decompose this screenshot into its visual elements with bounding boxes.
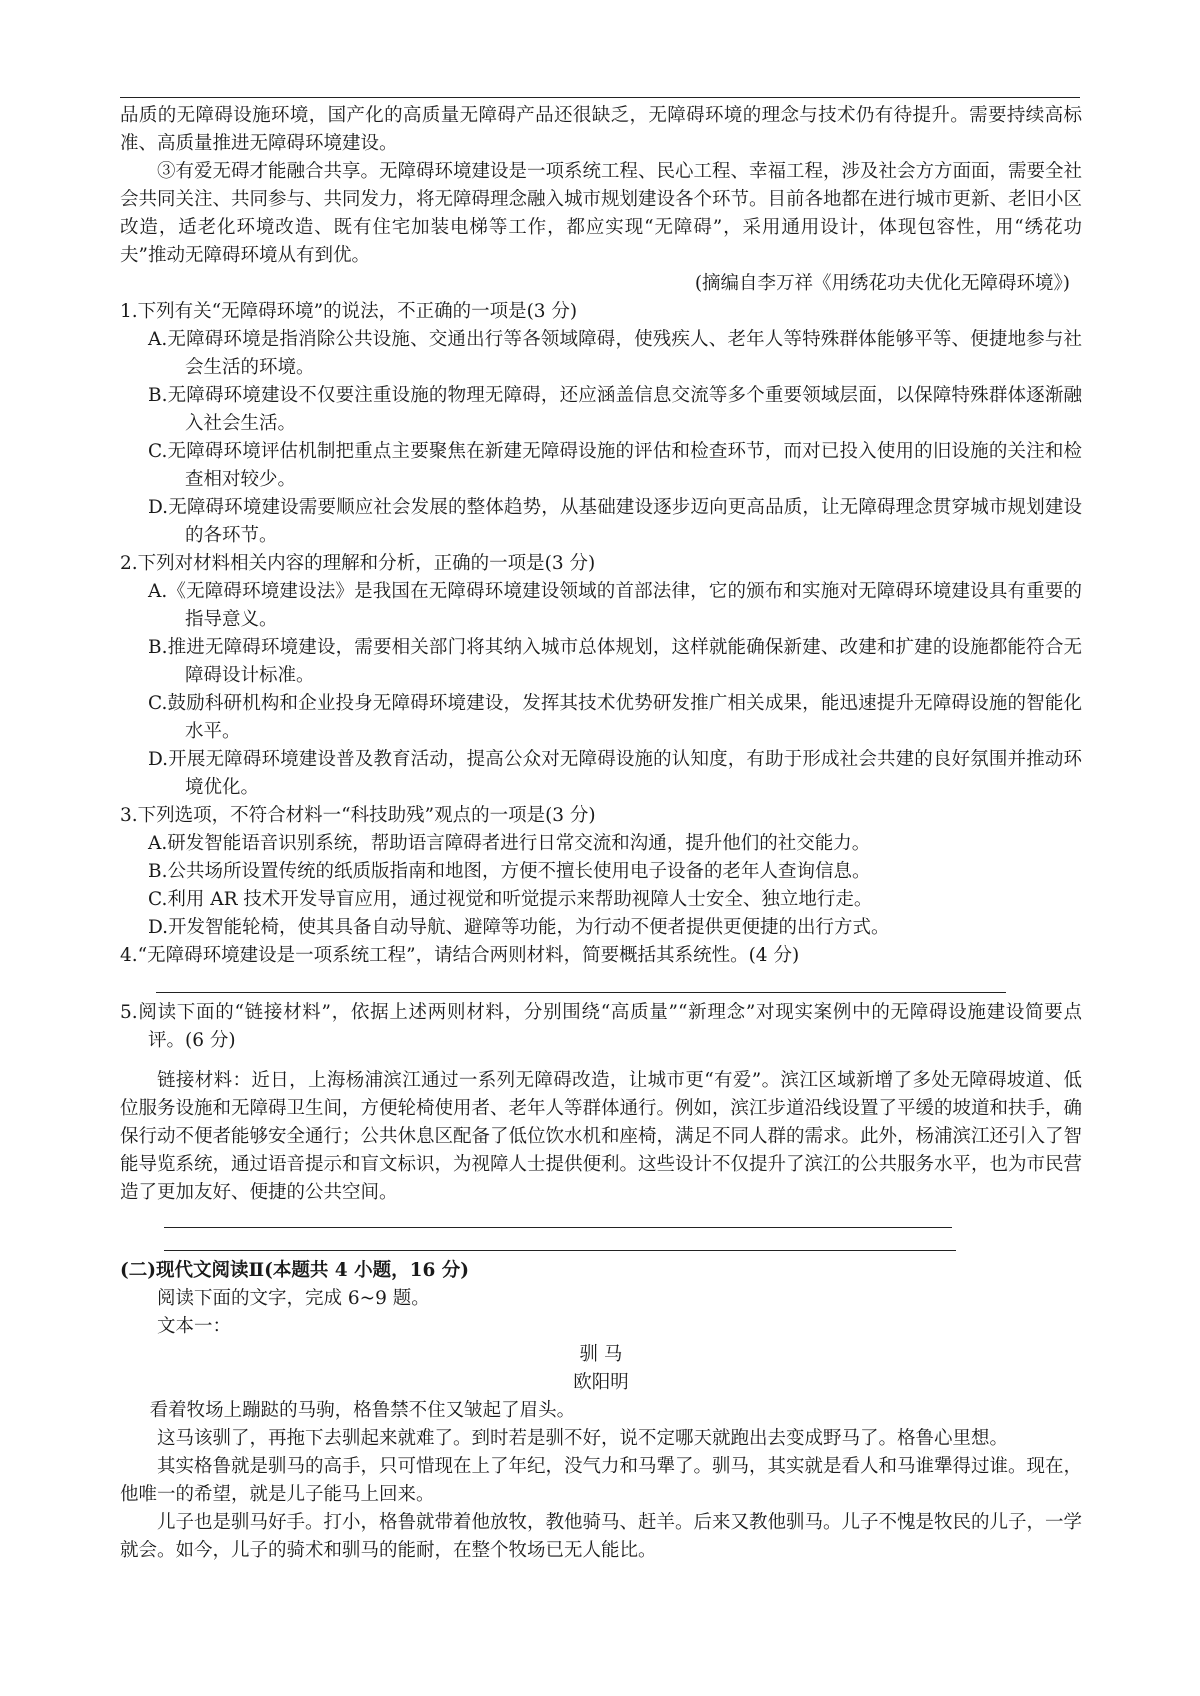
- story-paragraph: 看着牧场上蹦跶的马驹，格鲁禁不住又皱起了眉头。: [149, 1400, 576, 1421]
- passage-source: (摘编自李万祥《用绣花功夫优化无障碍环境》): [694, 273, 1070, 294]
- option-c: C.利用 AR 技术开发导盲应用，通过视觉和听觉提示来帮助视障人士安全、独立地行走。: [148, 889, 873, 910]
- question-4: [120, 942, 1082, 999]
- text-label: 文本一：: [157, 1316, 232, 1337]
- question-1: [120, 298, 1082, 550]
- question-2: [120, 550, 1082, 802]
- story-paragraph: 这马该驯了，再拖下去驯起来就难了。到时若是驯不好，说不定哪天就跑出去变成野马了。格鲁心里想。: [157, 1428, 1009, 1449]
- passage-paragraph-3: ③有爱无碍才能融合共享。无障碍环境建设是一项系统工程、民心工程、幸福工程，涉及社会方方面面，需要全社会共同关注、共同参与、共同发力，将无障碍理念融入城市规划建设各个环节。目前各地都在进行城市更新、老旧小区改造，适老化环境改造、既有住宅加装电梯等工作，都应实现“无障碍”，采用通用设计，体现包容性，用“绣花功夫”推动无障碍环境从有到优。: [120, 161, 1083, 266]
- question-5: [120, 999, 1082, 1257]
- option-c: C.无障碍环境评估机制把重点主要聚焦在新建无障碍设施的评估和检查环节，而对已投入使用的旧设施的关注和检查相对较少。: [148, 441, 1082, 490]
- option-c: C.鼓励科研机构和企业投身无障碍环境建设，发挥其技术优势研发推广相关成果，能迅速提升无障碍设施的智能化水平。: [148, 693, 1082, 742]
- section-title: (二)现代文阅读Ⅱ(本题共 4 小题，16 分): [120, 1260, 470, 1281]
- question-stem: 2.下列对材料相关内容的理解和分析，正确的一项是(3 分): [120, 553, 596, 574]
- question-stem: 3.下列选项，不符合材料一“科技助残”观点的一项是(3 分): [120, 805, 596, 826]
- story-paragraph: 儿子也是驯马好手。打小，格鲁就带着他放牧，教他骑马、赶羊。后来又教他驯马。儿子不愧是牧民的儿子，一学就会。如今，儿子的骑术和驯马的能耐，在整个牧场已无人能比。: [120, 1512, 1083, 1561]
- option-a: A.无障碍环境是指消除公共设施、交通出行等各领域障碍，使残疾人、老年人等特殊群体能够平等、便捷地参与社会生活的环境。: [148, 329, 1082, 378]
- question-stem: 4.“无障碍环境建设是一项系统工程”，请结合两则材料，简要概括其系统性。(4 分): [120, 945, 800, 966]
- question-stem: 1.下列有关“无障碍环境”的说法，不正确的一项是(3 分): [120, 301, 578, 322]
- option-b: B.推进无障碍环境建设，需要相关部门将其纳入城市总体规划，这样就能确保新建、改建和扩建的设施都能符合无障碍设计标准。: [148, 637, 1082, 686]
- link-material: 链接材料：近日，上海杨浦滨江通过一系列无障碍改造，让城市更“有爱”。滨江区域新增了多处无障碍坡道、低位服务设施和无障碍卫生间，方便轮椅使用者、老年人等群体通行。例如，滨江步道沿线设置了平缓的坡道和扶手，确保行动不便者能够安全通行；公共休息区配备了低位饮水机和座椅，满足不同人群的需求。此外，杨浦滨江还引入了智能导览系统，通过语音提示和盲文标识，为视障人士提供便利。这些设计不仅提升了滨江的公共服务水平，也为市民营造了更加友好、便捷的公共空间。: [120, 1070, 1083, 1203]
- option-a: A.研发智能语音识别系统，帮助语言障碍者进行日常交流和沟通，提升他们的社交能力。: [148, 833, 871, 854]
- option-b: B.公共场所设置传统的纸质版指南和地图，方便不擅长使用电子设备的老年人查询信息。: [148, 861, 871, 882]
- question-stem: 5.阅读下面的“链接材料”，依据上述两则材料，分别围绕“高质量”“新理念”对现实案例中的无障碍设施建设简要点评。(6 分): [120, 1002, 1082, 1051]
- question-3: [120, 802, 1082, 942]
- option-d: D.开展无障碍环境建设普及教育活动，提高公众对无障碍设施的认知度，有助于形成社会共建的良好氛围并推动环境优化。: [148, 749, 1082, 798]
- section-2: [120, 1257, 1082, 1565]
- option-a: A.《无障碍环境建设法》是我国在无障碍环境建设领域的首部法律，它的颁布和实施对无障碍环境建设具有重要的指导意义。: [148, 581, 1082, 630]
- passage-paragraph-continued: 品质的无障碍设施环境，国产化的高质量无障碍产品还很缺乏，无障碍环境的理念与技术仍有待提升。需要持续高标准、高质量推进无障碍环境建设。: [120, 105, 1082, 154]
- story-paragraph: 其实格鲁就是驯马的高手，只可惜现在上了年纪，没气力和马犟了。驯马，其实就是看人和马谁犟得过谁。现在，他唯一的希望，就是儿子能马上回来。: [120, 1456, 1083, 1505]
- option-b: B.无障碍环境建设不仅要注重设施的物理无障碍，还应涵盖信息交流等多个重要领域层面，以保障特殊群体逐渐融入社会生活。: [148, 385, 1082, 434]
- page-content: [120, 102, 1082, 1565]
- option-d: D.无障碍环境建设需要顺应社会发展的整体趋势，从基础建设逐步迈向更高品质，让无障碍理念贯穿城市规划建设的各环节。: [148, 497, 1082, 546]
- section-instruction: 阅读下面的文字，完成 6~9 题。: [157, 1288, 430, 1309]
- story-title: 驯 马: [579, 1344, 623, 1365]
- story-author: 欧阳明: [573, 1372, 629, 1393]
- option-d: D.开发智能轮椅，使其具备自动导航、避障等功能，为行动不便者提供更便捷的出行方式。: [148, 917, 890, 938]
- header-rule: [120, 97, 1080, 98]
